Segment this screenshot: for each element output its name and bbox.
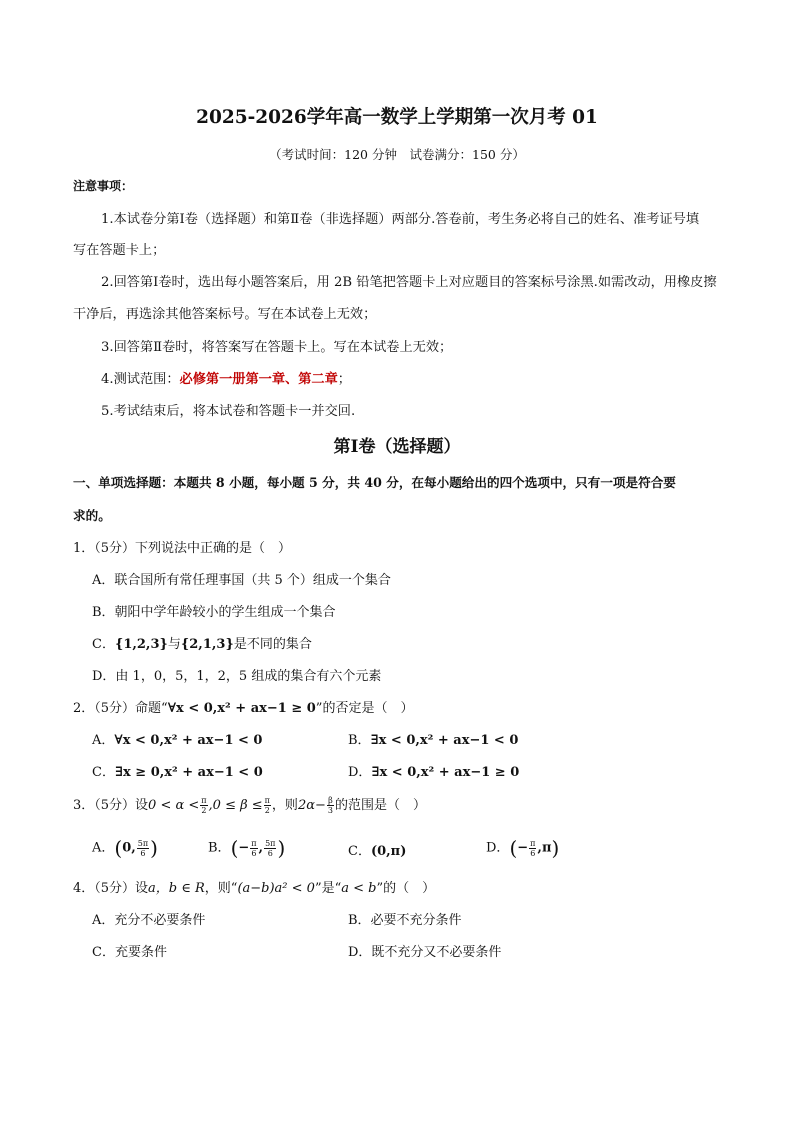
fraction: $\frac{5\pi}{6}$ — [265, 838, 276, 858]
option-formula: ∃x < 0,x² + ax−1 < 0 — [370, 733, 519, 748]
stem-text: ，则 — [271, 798, 298, 813]
question-4-stem — [73, 877, 435, 896]
option-label: C． — [348, 844, 371, 859]
option-label: A． — [92, 733, 115, 748]
page-title: 2025-2026学年高一数学上学期第一次月考 01 — [196, 107, 598, 128]
note-1-line-1: 1.本试卷分第Ⅰ卷（选择题）和第Ⅱ卷（非选择题）两部分.答卷前，考生务必将自己的姓名、准考证号填 — [101, 212, 700, 227]
instructions-line-2: 求的。 — [73, 508, 111, 523]
set-2: {2,1,3} — [180, 637, 234, 652]
question-4-option-d: D．既不充分又不必要条件 — [348, 945, 502, 960]
note-5: 5.考试结束后，将本试卷和答题卡一并交回. — [101, 404, 356, 419]
stem-formula: (a−b)a² < 0 — [237, 881, 315, 896]
note-4-suffix: ； — [337, 372, 351, 387]
note-4 — [101, 368, 351, 387]
question-3-option-c — [348, 840, 406, 859]
option-formula: ∃x ≥ 0,x² + ax−1 < 0 — [114, 765, 263, 780]
question-2-option-c — [92, 761, 263, 780]
option-label: B． — [208, 840, 231, 856]
stem-formula: ∀x < 0,x² + ax−1 ≥ 0 — [167, 701, 316, 716]
option-label: C． — [92, 765, 115, 780]
option-formula: ∃x < 0,x² + ax−1 ≥ 0 — [371, 765, 520, 780]
fraction: $\frac{\pi}{6}$ — [251, 838, 257, 858]
question-3-option-b: B．(− $\frac{\pi}{6}$ , $\frac{5\pi}{6}$ ) — [208, 836, 286, 860]
set-1: {1,2,3} — [114, 637, 168, 652]
option-label: A． — [92, 840, 115, 856]
stem-text: ”的（ ） — [376, 881, 436, 896]
note-2-line-1: 2.回答第Ⅰ卷时，选出每小题答案后，用 2B 铅笔把答题卡上对应题目的答案标号涂黑.如需改动，用橡皮擦 — [101, 275, 717, 290]
stem-text: ，则“ — [204, 881, 238, 896]
fraction: $\frac{\pi}{2}$ — [201, 796, 207, 815]
question-1-option-b: B．朝阳中学年龄较小的学生组成一个集合 — [92, 605, 336, 620]
notes-heading: 注意事项： — [73, 179, 134, 193]
option-text: 与 — [167, 637, 181, 652]
question-4-option-c: C．充要条件 — [92, 945, 167, 960]
question-1-option-c — [92, 633, 312, 652]
stem-formula: 0 < α < — [148, 798, 200, 813]
question-3-stem — [73, 794, 426, 815]
stem-text: ”是“ — [314, 881, 342, 896]
stem-text: ”的否定是（ ） — [315, 701, 414, 716]
question-3-option-a: A．(0, $\frac{5\pi}{6}$ ) — [92, 836, 158, 860]
question-3-option-d: D．(− $\frac{\pi}{6}$ ,π) — [486, 836, 560, 860]
fraction: $\frac{\beta}{3}$ — [327, 796, 333, 815]
question-1-stem: 1．（5分）下列说法中正确的是（ ） — [73, 541, 292, 556]
stem-formula: 2α− — [297, 798, 326, 813]
note-2-line-2: 干净后，再选涂其他答案标号。写在本试卷上无效； — [73, 307, 377, 322]
option-label: D． — [348, 765, 372, 780]
fraction: $\frac{\pi}{6}$ — [530, 838, 536, 858]
question-2-option-b — [348, 729, 518, 748]
note-3: 3.回答第Ⅱ卷时，将答案写在答题卡上。写在本试卷上无效； — [101, 340, 453, 355]
option-label: D． — [486, 840, 510, 856]
note-1-line-2: 写在答题卡上； — [73, 243, 166, 258]
stem-text: 的范围是（ ） — [334, 798, 426, 813]
question-1-option-d: D．由 1，0，5，1，2，5 组成的集合有六个元素 — [92, 669, 382, 684]
option-formula: ∀x < 0,x² + ax−1 < 0 — [114, 733, 263, 748]
instructions-line-1: 一、单项选择题：本题共 8 小题，每小题 5 分，共 40 分，在每小题给出的四个选项中，只有一项是符合要 — [73, 475, 676, 490]
section-title: 第Ⅰ卷（选择题） — [333, 437, 461, 457]
option-formula: (0,π) — [370, 844, 407, 859]
exam-info: （考试时间：120 分钟 试卷满分：150 分） — [269, 147, 525, 162]
option-label: C． — [92, 637, 115, 652]
note-4-prefix: 4.测试范围： — [101, 372, 180, 387]
stem-text: 2．（5分）命题“ — [73, 701, 168, 716]
question-4-option-a: A．充分不必要条件 — [92, 913, 206, 928]
stem-formula: a，b ∈ R — [148, 881, 205, 896]
fraction: $\frac{5\pi}{6}$ — [137, 838, 149, 858]
fraction: $\frac{\pi}{2}$ — [264, 796, 270, 815]
question-1-option-a: A．联合国所有常任理事国（共 5 个）组成一个集合 — [92, 573, 391, 588]
stem-formula: a < b — [341, 881, 377, 896]
question-2-option-a — [92, 729, 262, 748]
stem-formula: ,0 ≤ β ≤ — [208, 798, 263, 813]
option-label: B． — [348, 733, 371, 748]
question-2-stem — [73, 697, 413, 716]
question-2-option-d — [348, 761, 519, 780]
stem-text: 3．（5分）设 — [73, 798, 149, 813]
option-text: 是不同的集合 — [233, 637, 312, 652]
stem-text: 4．（5分）设 — [73, 881, 149, 896]
test-scope: 必修第一册第一章、第二章 — [179, 372, 338, 387]
question-4-option-b: B．必要不充分条件 — [348, 913, 462, 928]
